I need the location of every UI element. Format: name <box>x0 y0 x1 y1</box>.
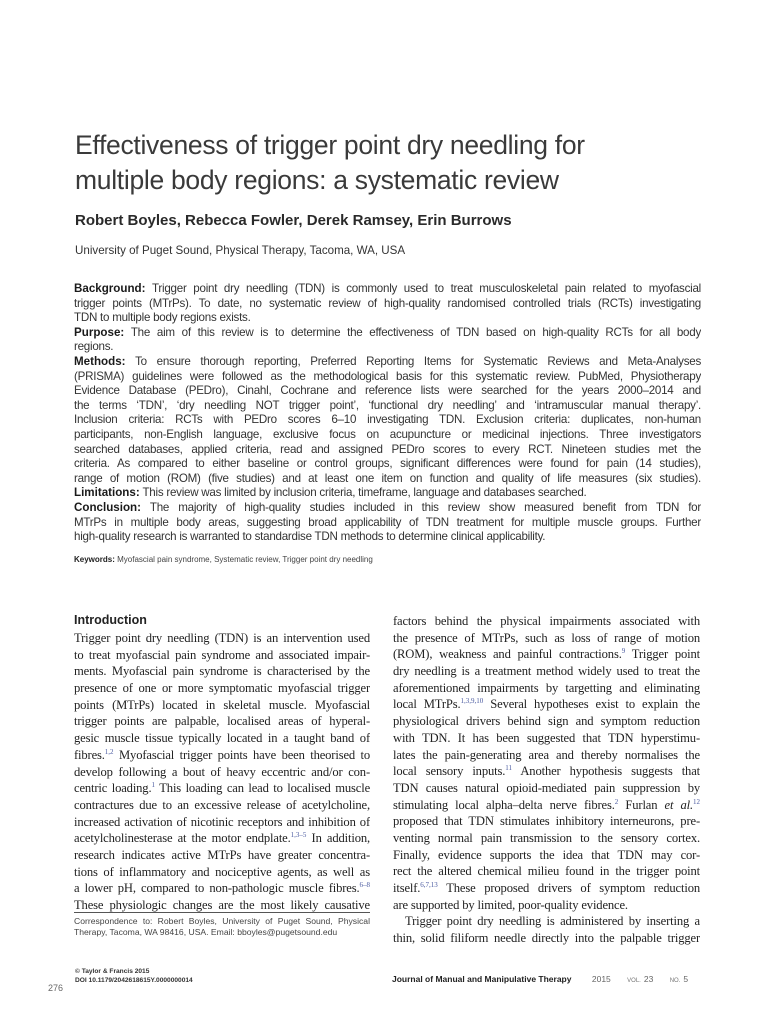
volume-label: VOL. <box>627 978 641 984</box>
article-title <box>75 128 585 198</box>
text-run: Trigger point dry needling (TDN) is an intervention used <box>74 631 370 645</box>
text-line <box>393 880 700 897</box>
text-run: MTrPs in multiple body areas, suggesting broad applicability of TDN treatment for multiple muscle groups. Further <box>74 515 701 529</box>
text-run: tions of inflammatory and nociceptive agents, as well as <box>74 864 370 879</box>
text-run: range of motion (ROM) (five studies) and at least one item on function and quality of life measures (six studies). <box>74 471 701 485</box>
text-run: local sensory inputs. <box>393 764 506 779</box>
text-line <box>393 863 700 880</box>
text-line <box>393 680 700 697</box>
citation-ref: 1,3–5 <box>290 831 307 840</box>
text-run: centric loading. <box>74 781 152 796</box>
text-run: the presence of MTrPs, such as loss of range of motion <box>393 630 700 645</box>
text-line <box>74 311 701 326</box>
text-run: These physiologic changes are the most likely causative <box>74 898 370 912</box>
correspondence-note <box>74 916 370 938</box>
text-run: lates the pain-generating area and thereby normalises the <box>393 747 700 762</box>
text-line <box>74 297 701 312</box>
text-run: Evidence Database (PEDro), Cinahl, Cochrane and reference lists were searched for the years 2000–2014 and <box>74 384 701 398</box>
copyright: © Taylor & Francis 2015 <box>75 968 150 975</box>
text-run: Several hypotheses exist to explain the <box>483 697 700 712</box>
text-line <box>74 647 370 664</box>
text-line <box>74 326 701 341</box>
text-line <box>74 764 370 781</box>
text-line <box>74 399 701 414</box>
abstract <box>74 282 701 545</box>
text-line <box>74 530 701 545</box>
issue-number: 5 <box>683 974 689 984</box>
text-run: TDN causes natural opioid-mediated pain suppression by <box>393 780 700 795</box>
text-line <box>74 282 701 297</box>
text-run: aforementioned impairments by targetting and eliminating <box>393 680 700 695</box>
section-label: Methods: <box>74 354 126 368</box>
text-run: high-quality research is warranted to standardise TDN methods to determine clinical applicability. <box>74 530 546 544</box>
text-run: Trigger point dry needling is administered by inserting a <box>405 914 700 929</box>
text-line <box>74 713 370 730</box>
volume-number: 23 <box>643 974 654 984</box>
text-run: factors behind the physical impairments associated with <box>393 614 700 628</box>
text-run: This loading can lead to localised muscle <box>154 781 370 796</box>
text-line <box>74 780 370 797</box>
citation-ref: 1,2 <box>104 747 114 756</box>
text-run: dry needling is a treatment method widely used to treat the <box>393 664 700 679</box>
text-line <box>74 486 701 501</box>
text-run: Myofascial trigger points have been theorised to <box>113 747 370 762</box>
text-run: thin, solid filiform needle directly into the palpable trigger <box>393 931 700 946</box>
text-line <box>393 780 700 797</box>
text-line <box>393 663 700 680</box>
section-label: Purpose: <box>74 325 125 339</box>
text-line <box>74 663 370 680</box>
text-run: Trigger point <box>625 647 700 662</box>
text-line <box>74 697 370 714</box>
text-line <box>74 797 370 814</box>
text-line <box>74 340 701 355</box>
text-run: increased activation of nicotinic receptors and inhibition of <box>74 814 370 829</box>
title-line: multiple body regions: a systematic review <box>75 165 559 195</box>
section-label: Conclusion: <box>74 500 141 514</box>
text-line <box>393 813 700 830</box>
text-run: This review was limited by inclusion criteria, timeframe, language and databases searched. <box>139 486 587 500</box>
citation-ref: 6,7,13 <box>420 881 438 889</box>
text-run: itself. <box>393 881 421 895</box>
text-run: (PRISMA) guidelines were followed as the methodological basis for this systematic review. PubMed, Physiotherapy <box>74 369 701 383</box>
citation-ref: 2 <box>614 797 619 806</box>
text-run: Inclusion criteria: RCTs with PEDro scores 6–10 investigating TDN. Exclusion criteria: duplicates, non-human <box>74 413 701 427</box>
text-line <box>393 763 700 780</box>
text-line <box>393 613 700 630</box>
citation-ref: 1 <box>151 781 155 790</box>
text-run: criteria. As compared to either baseline or control groups, significant differences were found for pain (14 studies), <box>74 457 701 471</box>
text-run: searched databases, applied criteria, read and assigned PEDro scores to every RCT. Nineteen studies met the <box>74 442 701 456</box>
text-run: Therapy, Tacoma, WA 98416, USA. Email: bboyles@pugetsound.edu <box>74 927 338 937</box>
text-run: To ensure thorough reporting, Preferred Reporting Items for Systematic Reviews and Meta-Analyses <box>125 354 701 368</box>
text-run: research indicates active MTrPs have greater concentra- <box>74 847 370 862</box>
text-run: participants, non-English language, exclusive focus on acupuncture or medicinal injections. Three investigators <box>74 427 701 441</box>
text-line <box>393 646 700 663</box>
doi: DOI 10.1179/2042618615Y.0000000014 <box>75 977 193 984</box>
text-run: In addition, <box>306 831 370 846</box>
text-line <box>393 797 700 814</box>
text-line <box>74 864 370 881</box>
text-line <box>393 696 700 713</box>
author-list: Robert Boyles, Rebecca Fowler, Derek Ramsey, Erin Burrows <box>75 212 512 229</box>
text-run: rect the altered chemical milieu found in the trigger point <box>393 864 700 879</box>
text-line <box>393 913 700 930</box>
text-line <box>74 927 370 938</box>
page-number: 276 <box>48 983 64 993</box>
keywords-label: Keywords: <box>74 555 115 564</box>
keywords-text: Myofascial pain syndrome, Systematic review, Trigger point dry needling <box>117 555 373 564</box>
text-run: trigger points are palpable, localised areas of hyperal- <box>74 714 370 729</box>
text-line <box>74 630 370 647</box>
text-run: TDN to multiple body regions exists. <box>74 311 251 325</box>
text-line <box>74 501 701 516</box>
text-line <box>74 916 370 927</box>
citation-ref: 11 <box>505 764 512 773</box>
text-line <box>74 747 370 764</box>
text-run: to treat myofascial pain syndrome and associated impair- <box>74 647 370 662</box>
text-line <box>74 814 370 831</box>
journal-name: Journal of Manual and Manipulative Therapy <box>392 974 572 984</box>
text-line <box>393 747 700 764</box>
text-run: venting normal pain transmission to the sensory cortex. <box>393 830 700 845</box>
text-run: gesic muscle tissue typically located in a taught band of <box>74 731 370 746</box>
text-line <box>74 680 370 697</box>
citation-ref: 1,3,9,10 <box>460 697 484 706</box>
text-line <box>393 830 700 847</box>
text-line <box>393 930 700 947</box>
text-run: presence of one or more symptomatic myofascial trigger <box>74 681 370 696</box>
footnote-divider <box>74 912 370 913</box>
section-label: Limitations: <box>74 486 140 500</box>
text-run: These proposed drivers of symptom reduction <box>437 881 700 895</box>
text-line <box>74 830 370 847</box>
text-run: local MTrPs. <box>393 697 461 712</box>
text-line <box>74 355 701 370</box>
text-line <box>74 472 701 487</box>
text-line <box>74 516 701 531</box>
text-run: a lower pH, compared to non-pathologic muscle fibres. <box>74 881 360 896</box>
body-column-left <box>74 630 370 914</box>
title-line: Effectiveness of trigger point dry needling for <box>75 130 585 160</box>
text-line <box>74 443 701 458</box>
text-line <box>74 384 701 399</box>
text-run: the terms ‘TDN’, ‘dry needling NOT trigger point’, ‘functional dry needling’ and ‘intramuscular manual therapy’. <box>74 398 701 412</box>
text-line <box>74 880 370 897</box>
text-line <box>74 730 370 747</box>
text-line <box>74 847 370 864</box>
text-run: The aim of this review is to determine the effectiveness of TDN based on high-quality RCTs for all body <box>124 325 701 339</box>
text-line <box>74 428 701 443</box>
section-label: Background: <box>74 282 146 295</box>
journal-year: 2015 <box>591 974 611 984</box>
text-line <box>393 713 700 730</box>
text-run: (ROM), weakness and painful contractions. <box>393 647 622 662</box>
italic-text: et al. <box>664 797 693 812</box>
section-heading-introduction: Introduction <box>74 613 147 627</box>
text-line <box>74 370 701 385</box>
publisher-info <box>75 967 193 985</box>
citation-ref: 12 <box>693 797 700 806</box>
text-line <box>74 413 701 428</box>
affiliation: University of Puget Sound, Physical Therapy, Tacoma, WA, USA <box>75 244 406 257</box>
text-line <box>393 630 700 647</box>
text-line <box>393 897 700 914</box>
text-run: Finally, evidence supports the idea that TDN may cor- <box>393 847 700 862</box>
text-run: with TDN. It has been suggested that TDN hyperstimu- <box>393 730 700 745</box>
text-run: points (MTrPs) located in skeletal muscle. Myofascial <box>74 697 370 712</box>
text-run: Trigger point dry needling (TDN) is commonly used to treat musculoskeletal pain related to myofascial <box>145 282 701 295</box>
text-run: physiological drivers behind sign and symptom reduction <box>393 714 700 729</box>
text-run: The majority of high-quality studies included in this review show measured benefit from TDN for <box>140 500 701 514</box>
citation-ref: 6–8 <box>359 881 370 890</box>
text-run: contractures due to an excessive release of acetylcholine, <box>74 797 370 812</box>
text-run: regions. <box>74 340 114 354</box>
text-run: fibres. <box>74 747 105 762</box>
text-run: trigger points (MTrPs). To date, no systematic review of high-quality randomised controlled trials (RCTs) investigating <box>74 296 701 310</box>
text-run: Furlan <box>618 797 665 812</box>
text-line <box>74 457 701 472</box>
text-run: ments. Myofascial pain syndrome is characterised by the <box>74 664 370 679</box>
text-run: are supported by limited, poor-quality evidence. <box>393 897 628 912</box>
text-run: acetylcholinesterase at the motor endplate. <box>74 831 291 846</box>
issue-label: NO. <box>669 978 681 984</box>
text-run: develop following a bout of heavy eccentric and/or con- <box>74 764 370 779</box>
body-column-right <box>393 613 700 947</box>
text-run: Correspondence to: Robert Boyles, University of Puget Sound, Physical <box>74 916 370 926</box>
journal-info <box>392 974 688 984</box>
text-run: stimulating local alpha–delta nerve fibres. <box>393 797 615 812</box>
text-run: proposed that TDN stimulates inhibitory interneurons, pre- <box>393 814 700 829</box>
text-line <box>393 847 700 864</box>
keywords <box>74 555 373 564</box>
citation-ref: 9 <box>621 647 626 656</box>
text-line <box>393 730 700 747</box>
text-run: Another hypothesis suggests that <box>511 764 700 779</box>
